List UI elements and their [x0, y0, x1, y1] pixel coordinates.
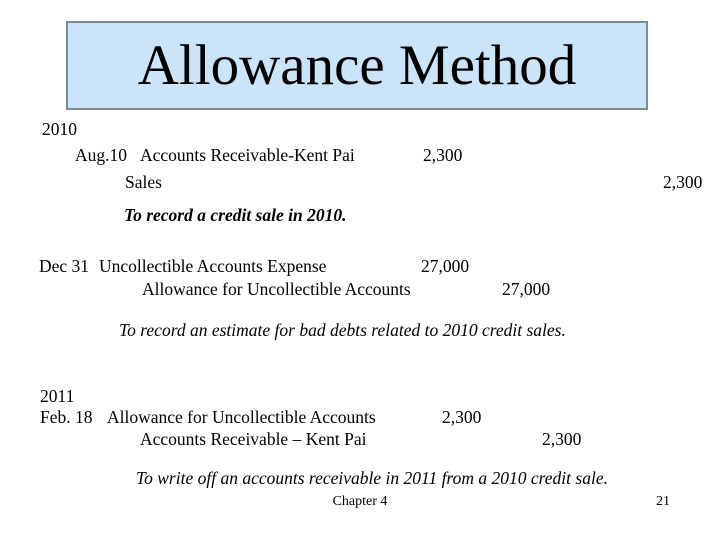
entry2-credit-amount: 27,000 — [502, 279, 551, 299]
entry3-credit-account: Accounts Receivable – Kent Pai — [140, 429, 367, 449]
title-box — [66, 21, 648, 110]
entry3-date: Feb. 18 — [40, 407, 93, 427]
slide-title: Allowance Method — [137, 34, 577, 97]
entry3-credit-amount: 2,300 — [542, 429, 582, 449]
year-label-2011: 2011 — [40, 386, 75, 406]
footer-chapter: Chapter 4 — [332, 494, 388, 509]
entry3-memo: To write off an accounts receivable in 2011 from a 2010 credit sale. — [136, 468, 608, 488]
footer-page-number: 21 — [656, 494, 670, 509]
entry2-credit-account: Allowance for Uncollectible Accounts — [142, 279, 411, 299]
entry1-credit-account: Sales — [125, 172, 162, 192]
entry2-memo: To record an estimate for bad debts related to 2010 credit sales. — [119, 320, 566, 340]
entry1-credit-amount: 2,300 — [663, 172, 703, 192]
entry1-debit-amount: 2,300 — [423, 145, 463, 165]
year-label-2010: 2010 — [42, 119, 77, 139]
entry2-debit-amount: 27,000 — [421, 256, 470, 276]
entry3-debit-amount: 2,300 — [442, 407, 482, 427]
entry3-debit-account: Allowance for Uncollectible Accounts — [107, 407, 376, 427]
entry1-memo: To record a credit sale in 2010. — [124, 205, 347, 225]
entry1-date: Aug.10 — [75, 145, 128, 165]
entry2-date: Dec 31 — [39, 256, 90, 276]
entry2-debit-account: Uncollectible Accounts Expense — [99, 256, 327, 276]
entry1-debit-account: Accounts Receivable-Kent Pai — [140, 145, 355, 165]
